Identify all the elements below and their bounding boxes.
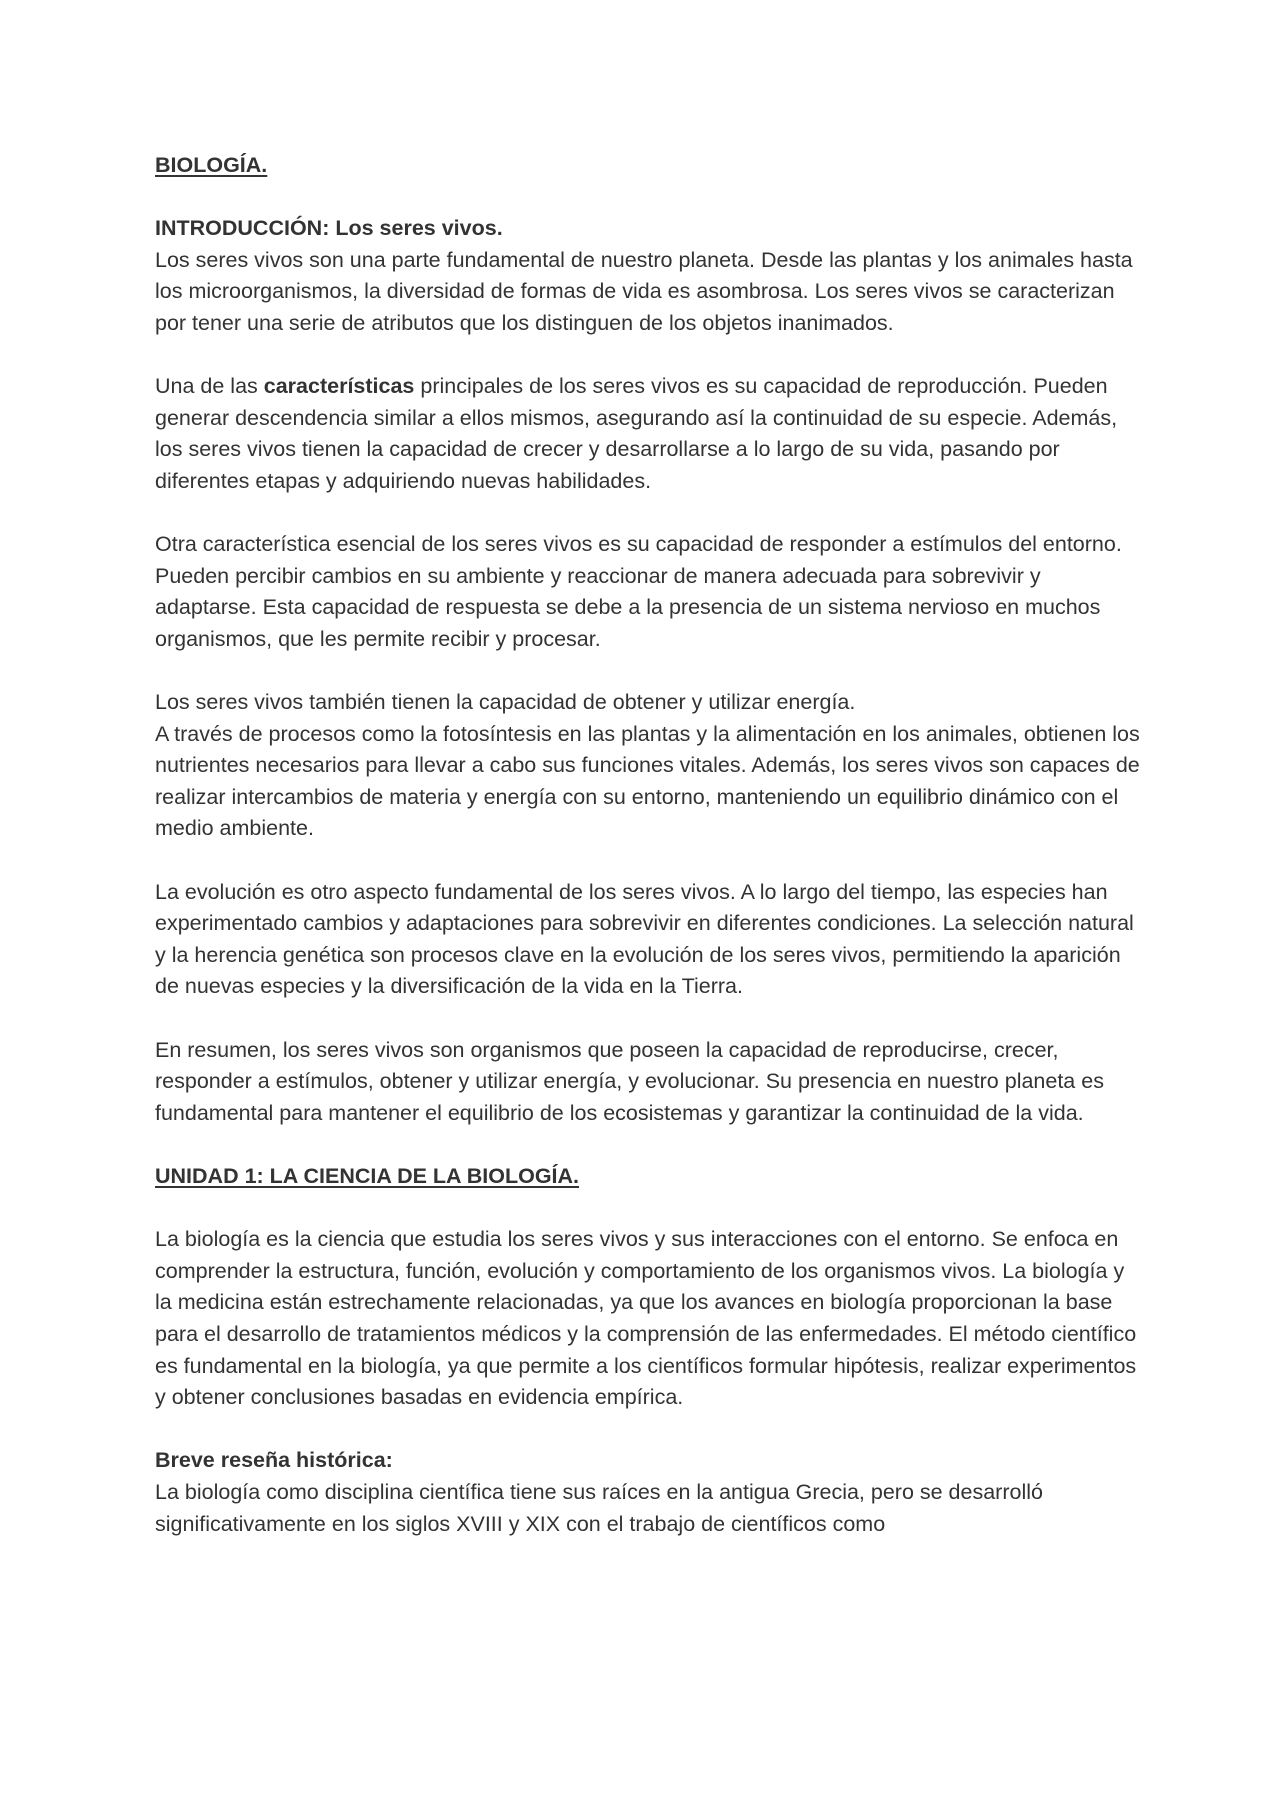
intro-paragraph-4-rest: A través de procesos como la fotosíntesis en las plantas y la alimentación en los animales, obtienen los nutrientes necesarios para llevar a cabo sus funciones vitales. Además, los seres vivos son capaces de realizar intercambios de materia y energía con su entorno, manteniendo un equilibrio dinámico con el medio ambiente. [155, 721, 1140, 841]
intro-paragraph-2 [155, 371, 1145, 497]
intro-paragraph-5: La evolución es otro aspecto fundamental de los seres vivos. A lo largo del tiempo, las especies han experimentado cambios y adaptaciones para sobrevivir en diferentes condiciones. La selección natural y la herencia genética son procesos clave en la evolución de los seres vivos, permitiendo la aparición de nuevas especies y la diversificación de la vida en la Tierra. [155, 879, 1134, 999]
spacer [155, 1193, 1145, 1225]
intro-paragraph-4-line-1: Los seres vivos también tienen la capacidad de obtener y utilizar energía. [155, 690, 856, 715]
history-paragraph-1: La biología como disciplina científica tiene sus raíces en la antigua Grecia, pero se desarrolló significativamente en los siglos XVIII y XIX con el trabajo de científicos como [155, 1479, 1043, 1536]
intro-paragraph-6: En resumen, los seres vivos son organismos que poseen la capacidad de reproducirse, crecer, responder a estímulos, obtener y utilizar energía, y evolucionar. Su presencia en nuestro planeta es fundamental para mantener el equilibrio de los ecosistemas y garantizar la continuidad de la vida. [155, 1037, 1104, 1125]
spacer [155, 1129, 1145, 1161]
intro-paragraph-3: Otra característica esencial de los seres vivos es su capacidad de responder a estímulos del entorno. Pueden percibir cambios en su ambiente y reaccionar de manera adecuada para sobrevivir y adaptarse. Esta capacidad de respuesta se debe a la presencia de un sistema nervioso en muchos organismos, que les permite recibir y procesar. [155, 532, 1122, 651]
unit-1-heading: UNIDAD 1: LA CIENCIA DE LA BIOLOGÍA. [155, 1164, 580, 1188]
spacer [155, 182, 1145, 214]
intro-paragraph-2-end: principales de los seres vivos es su capacidad de reproducción. Pueden generar descendencia similar a ellos mismos, asegurando así la continuidad de su especie. Además, los seres vivos tienen la capacidad de crecer y desarrollarse a lo largo de su vida, pasando por diferentes etapas y adquiriendo nuevas habilidades. [155, 374, 1118, 493]
spacer [155, 1414, 1145, 1446]
spacer [155, 340, 1145, 372]
document-title: BIOLOGÍA. [155, 153, 268, 177]
spacer [155, 498, 1145, 530]
intro-paragraph-2-start: Una de las [155, 374, 264, 399]
intro-paragraph-1: Los seres vivos son una parte fundamental de nuestro planeta. Desde las plantas y los animales hasta los microorganismos, la diversidad de formas de vida es asombrosa. Los seres vivos se caracterizan por tener una serie de atributos que los distinguen de los objetos inanimados. [155, 247, 1133, 335]
spacer [155, 656, 1145, 688]
intro-paragraph-2-bold: características [263, 374, 415, 399]
intro-heading: INTRODUCCIÓN: Los seres vivos. [155, 216, 503, 241]
spacer [155, 845, 1145, 877]
document-page [155, 150, 1145, 1540]
unit-1-paragraph-1: La biología es la ciencia que estudia los seres vivos y sus interacciones con el entorno. Se enfoca en comprender la estructura, función, evolución y comportamiento de los organismos vivos. La biología y la medicina están estrechamente relacionadas, ya que los avances en biología proporcionan la base para el desarrollo de tratamientos médicos y la comprensión de las enfermedades. El método científico es fundamental en la biología, ya que permite a los científicos formular hipótesis, realizar experimentos y obtener conclusiones basadas en evidencia empírica. [155, 1227, 1137, 1410]
spacer [155, 1003, 1145, 1035]
history-heading: Breve reseña histórica: [155, 1448, 393, 1473]
